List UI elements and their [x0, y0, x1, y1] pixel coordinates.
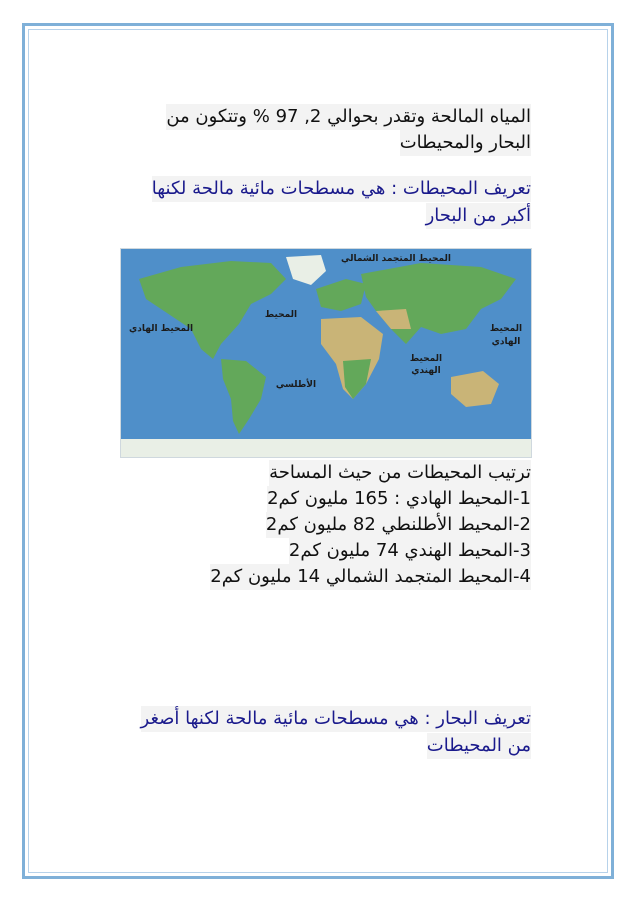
- intro-line-2: البحار والمحيطات: [400, 130, 531, 156]
- label-arctic: المحيط المتجمد الشمالي: [341, 254, 451, 264]
- ranking-title: ترتيب المحيطات من حيث المساحة: [269, 460, 531, 486]
- label-pacific-left: المحيط الهادي: [128, 324, 194, 334]
- world-map: [120, 248, 532, 458]
- label-indian-1: المحيط: [409, 354, 443, 364]
- ranking-item-4: 4-المحيط المتجمد الشمالي 14 مليون كم2: [210, 564, 531, 590]
- ranking-item-1: 1-المحيط الهادي : 165 مليون كم2: [267, 486, 531, 512]
- label-atlantic: الأطلسي: [275, 380, 317, 390]
- label-ocean-center: المحيط: [264, 310, 298, 320]
- ranking-item-3: 3-المحيط الهندي 74 مليون كم2: [289, 538, 531, 564]
- antarctica-shape: [121, 439, 532, 458]
- label-indian-2: الهندي: [411, 366, 441, 376]
- ranking-item-2: 2-المحيط الأطلنطي 82 مليون كم2: [266, 512, 531, 538]
- label-pacific-right-1: المحيط: [489, 324, 523, 334]
- oceans-definition-line-2: أكبر من البحار: [426, 203, 531, 229]
- intro-line-1: المياه المالحة وتقدر بحوالي 2, 97 % وتتكون من: [166, 104, 531, 130]
- seas-definition-line-1: تعريف البحار : هي مسطحات مائية مالحة لكنها أصغر: [141, 706, 531, 732]
- world-map-graphic: [121, 249, 532, 458]
- seas-definition-line-2: من المحيطات: [427, 733, 531, 759]
- label-pacific-right-2: الهادي: [491, 337, 521, 347]
- oceans-definition-line-1: تعريف المحيطات : هي مسطحات مائية مالحة لكنها: [152, 176, 531, 202]
